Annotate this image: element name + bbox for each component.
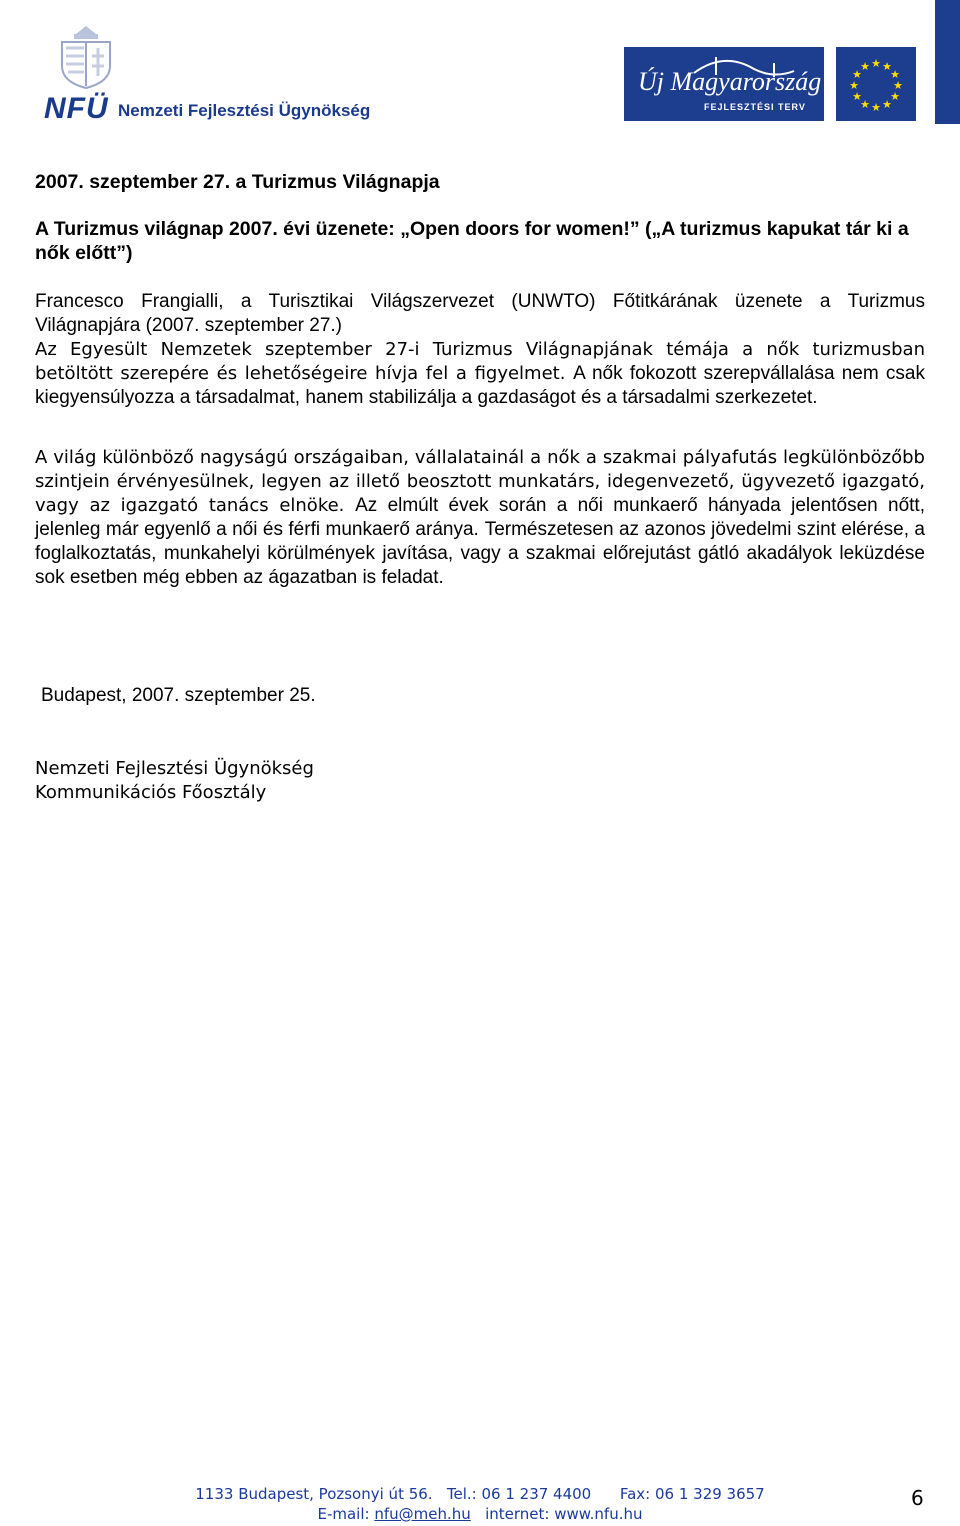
svg-text:★: ★ (860, 60, 870, 73)
nfu-logo (34, 24, 371, 125)
svg-text:★: ★ (852, 90, 862, 103)
svg-text:★: ★ (860, 98, 870, 111)
paragraph-1-part-b: A nők fokozott szerepvállalása nem csak kiegyensúlyozza a társadalmat, hanem stabilizálja a gazdaságot és a társadalmi szerkezetet. (35, 363, 925, 408)
signature-department: Kommunikációs Főosztály (35, 782, 267, 803)
footer-address: 1133 Budapest, Pozsonyi út 56. (195, 1485, 433, 1503)
header-accent-bar (935, 0, 960, 124)
umft-subtitle: FEJLESZTÉSI TERV (704, 102, 806, 112)
svg-text:★: ★ (852, 68, 862, 81)
footer-internet-label: internet: (485, 1505, 550, 1523)
paragraph-1 (35, 338, 925, 410)
footer-fax: Fax: 06 1 329 3657 (619, 1485, 765, 1503)
signature-organization: Nemzeti Fejlesztési Ügynökség (35, 758, 314, 779)
footer-website[interactable]: www.nfu.hu (554, 1505, 643, 1523)
footer-email-label: E-mail: (317, 1505, 370, 1523)
paragraph-2 (35, 446, 925, 590)
svg-text:★: ★ (893, 79, 903, 92)
agency-name: Nemzeti Fejlesztési Ügynökség (118, 101, 371, 120)
uj-magyarorszag-logo (624, 47, 824, 121)
svg-text:★: ★ (871, 57, 881, 70)
footer-tel: Tel.: 06 1 237 4400 (446, 1485, 592, 1503)
hungarian-coat-of-arms-icon (54, 24, 118, 90)
umft-title: Új Magyarország (638, 67, 822, 96)
document-subtitle: A Turizmus világnap 2007. évi üzenete: „Open doors for women!” („A turizmus kapukat tár ki a nők előtt”) (35, 218, 909, 264)
paragraph-2-part-c: Természetesen az azonos jövedelmi szint elérése, a foglalkoztatás, munkahelyi körülmények javítása, vagy a szakmai előrejutást gátló akadályok leküzdése sok esetben még ebben az ágazatban is feladat. (35, 519, 925, 588)
paragraph-1-part-a: Az Egyesült Nemzetek szeptember 27-i Turizmus Világnapjának témája a nők turizmusban betöltött szerepére és lehetőségeire hívja fel a figyelmet. (35, 339, 925, 384)
document-title: 2007. szeptember 27. a Turizmus Világnapja (35, 171, 440, 193)
svg-text:★: ★ (882, 60, 892, 73)
intro-paragraph: Francesco Frangialli, a Turisztikai Világszervezet (UNWTO) Főtitkárának üzenete a Turizmus Világnapjára (2007. szeptember 27.) (35, 291, 925, 336)
footer-contact (0, 1485, 960, 1503)
svg-text:★: ★ (882, 98, 892, 111)
eu-flag-icon (836, 47, 916, 121)
page-number: 6 (911, 1486, 924, 1510)
footer-email-link[interactable]: nfu@meh.hu (374, 1505, 471, 1523)
eu-flag (836, 47, 916, 121)
nfu-logo-mark: NFÜ (44, 92, 109, 125)
svg-text:★: ★ (890, 90, 900, 103)
place-date: Budapest, 2007. szeptember 25. (41, 685, 316, 706)
paragraph-2-part-b: Az elmúlt évek során a női munkaerő hányada jelentősen nőtt, jelenleg már egyenlő a női és férfi munkaerő aránya. (35, 495, 925, 540)
footer-web (0, 1505, 960, 1523)
svg-text:★: ★ (849, 79, 859, 92)
svg-text:★: ★ (890, 68, 900, 81)
paragraph-2-part-a: A világ különböző nagyságú országaiban, vállalatainál a nők a szakmai pályafutás legkülönbözőbb szintjein érvényesülnek, legyen az illető beosztott munkatárs, idegenvezető, ügyvezető igazgató, vagy az igazgató tanács elnöke. (35, 447, 925, 516)
svg-text:★: ★ (871, 101, 881, 114)
